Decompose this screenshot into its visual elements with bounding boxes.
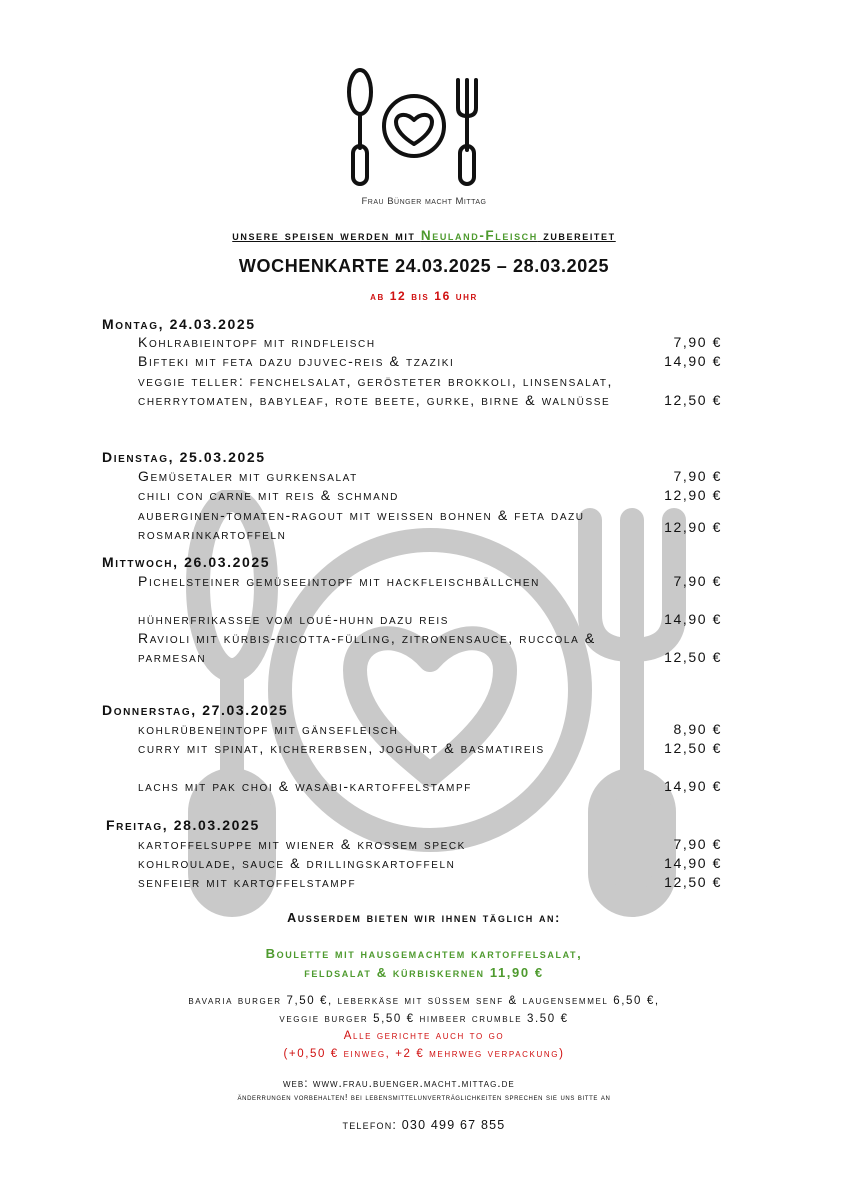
logo-icon [340,68,480,198]
dish-price: 12,50 € [664,740,722,756]
day-title-wednesday: Mittwoch, 26.03.2025 [102,554,271,570]
menu-item [138,835,722,854]
phone-number: telefon: 030 499 67 855 [342,1118,506,1132]
dish-price: 8,90 € [673,721,722,737]
daily-special [0,944,848,982]
menu-item [138,467,722,486]
disclaimer: änderrungen vorbehalten! bei lebensmittelunverträglichkeiten sprechen sie uns bitte an [237,1092,611,1102]
dish-name: Gemüsetaler mit gurkensalat [138,468,358,484]
menu-item [138,720,722,739]
menu-item [138,506,722,545]
headline-text: unsere speisen werden mit [232,228,421,243]
menu-item [138,572,722,591]
dish-name: senfeier mit kartoffelstampf [138,874,357,890]
dish-name: lachs mit pak choi & wasabi-kartoffelstampf [138,778,472,794]
dish-name: Ravioli mit kürbis-ricotta-fülling, zitronensauce, ruccola & parmesan [138,630,596,666]
dish-price: 7,90 € [673,468,722,484]
dish-name: hühnerfrikassee vom loué-huhn dazu reis [138,611,449,627]
dish-price: 12,50 € [664,392,722,409]
dish-name: curry mit spinat, kichererbsen, joghurt & basmatireis [138,740,545,756]
headline-highlight: Neuland-Fleisch [420,228,538,243]
dish-price: 14,90 € [664,353,722,369]
dish-name: kohlrübeneintopf mit gänsefleisch [138,721,399,737]
extras-heading: Ausserdem bieten wir ihnen täglich an: [287,911,561,925]
dish-price: 12,90 € [664,519,722,535]
dish-name: auberginen-tomaten-ragout mit weissen bohnen & feta dazu rosmarinkartoffeln [138,507,585,543]
menu-item [138,333,722,352]
menu-item [138,777,722,796]
dish-name: Bifteki mit feta dazu djuvec-reis & tzaziki [138,353,455,369]
dish-name: chili con carne mit reis & schmand [138,487,399,503]
togo-pricing: (+0,50 € einweg, +2 € mehrweg verpackung) [283,1047,565,1060]
dish-name: Kohlrabieintopf mit rindfleisch [138,334,376,350]
dish-price: 12,90 € [664,487,722,503]
dish-name: veggie teller: fenchelsalat, gerösteter brokkoli, linsensalat, cherrytomaten, babyleaf, rote beete, gurke, birne & walnüsse [138,373,614,409]
day-title-thursday: Donnerstag, 27.03.2025 [102,702,289,718]
dish-price: 14,90 € [664,855,722,871]
offer-line: veggie burger 5,50 € himbeer crumble 3.50 € [279,1012,569,1025]
menu-item [138,486,722,505]
dish-name: kartoffelsuppe mit wiener & krossem speck [138,836,466,852]
daily-special-line: feldsalat & kürbiskernen 11,90 € [304,965,544,980]
daily-special-line: Boulette mit hausgemachtem kartoffelsalat, [265,946,583,961]
dish-price: 12,50 € [664,874,722,890]
dish-price: 12,50 € [664,649,722,666]
menu-item [138,610,722,629]
headline [0,228,848,243]
offer-line: bavaria burger 7,50 €, leberkäse mit süssem senf & laugensemmel 6,50 €, [188,995,660,1007]
menu-item [138,352,722,371]
dish-price: 14,90 € [664,778,722,794]
dish-name: kohlroulade, sauce & drillingskartoffeln [138,855,456,871]
day-title-monday: Montag, 24.03.2025 [102,316,256,332]
menu-item [138,372,722,411]
menu-item [138,629,722,668]
additional-offers [0,993,848,1063]
logo-caption: Frau Bünger macht Mittag [361,196,487,207]
headline-text-end: zubereitet [537,228,616,243]
dish-price: 7,90 € [673,836,722,852]
dish-name: Pichelsteiner gemüseeintopf mit hackfleischbällchen [138,573,540,589]
menu-item [138,854,722,873]
menu-item [138,739,722,758]
dish-price: 14,90 € [664,611,722,627]
website: web: www.frau.buenger.macht.mittag.de [283,1076,515,1090]
dish-price: 7,90 € [673,573,722,589]
dish-price: 7,90 € [673,334,722,350]
day-title-friday: Freitag, 28.03.2025 [106,817,260,833]
menu-item [138,873,722,892]
day-title-tuesday: Dienstag, 25.03.2025 [102,449,266,465]
togo-note: Alle gerichte auch to go [343,1030,505,1042]
week-title: WOCHENKARTE 24.03.2025 – 28.03.2025 [238,256,610,276]
opening-hours: ab 12 bis 16 uhr [370,289,478,303]
